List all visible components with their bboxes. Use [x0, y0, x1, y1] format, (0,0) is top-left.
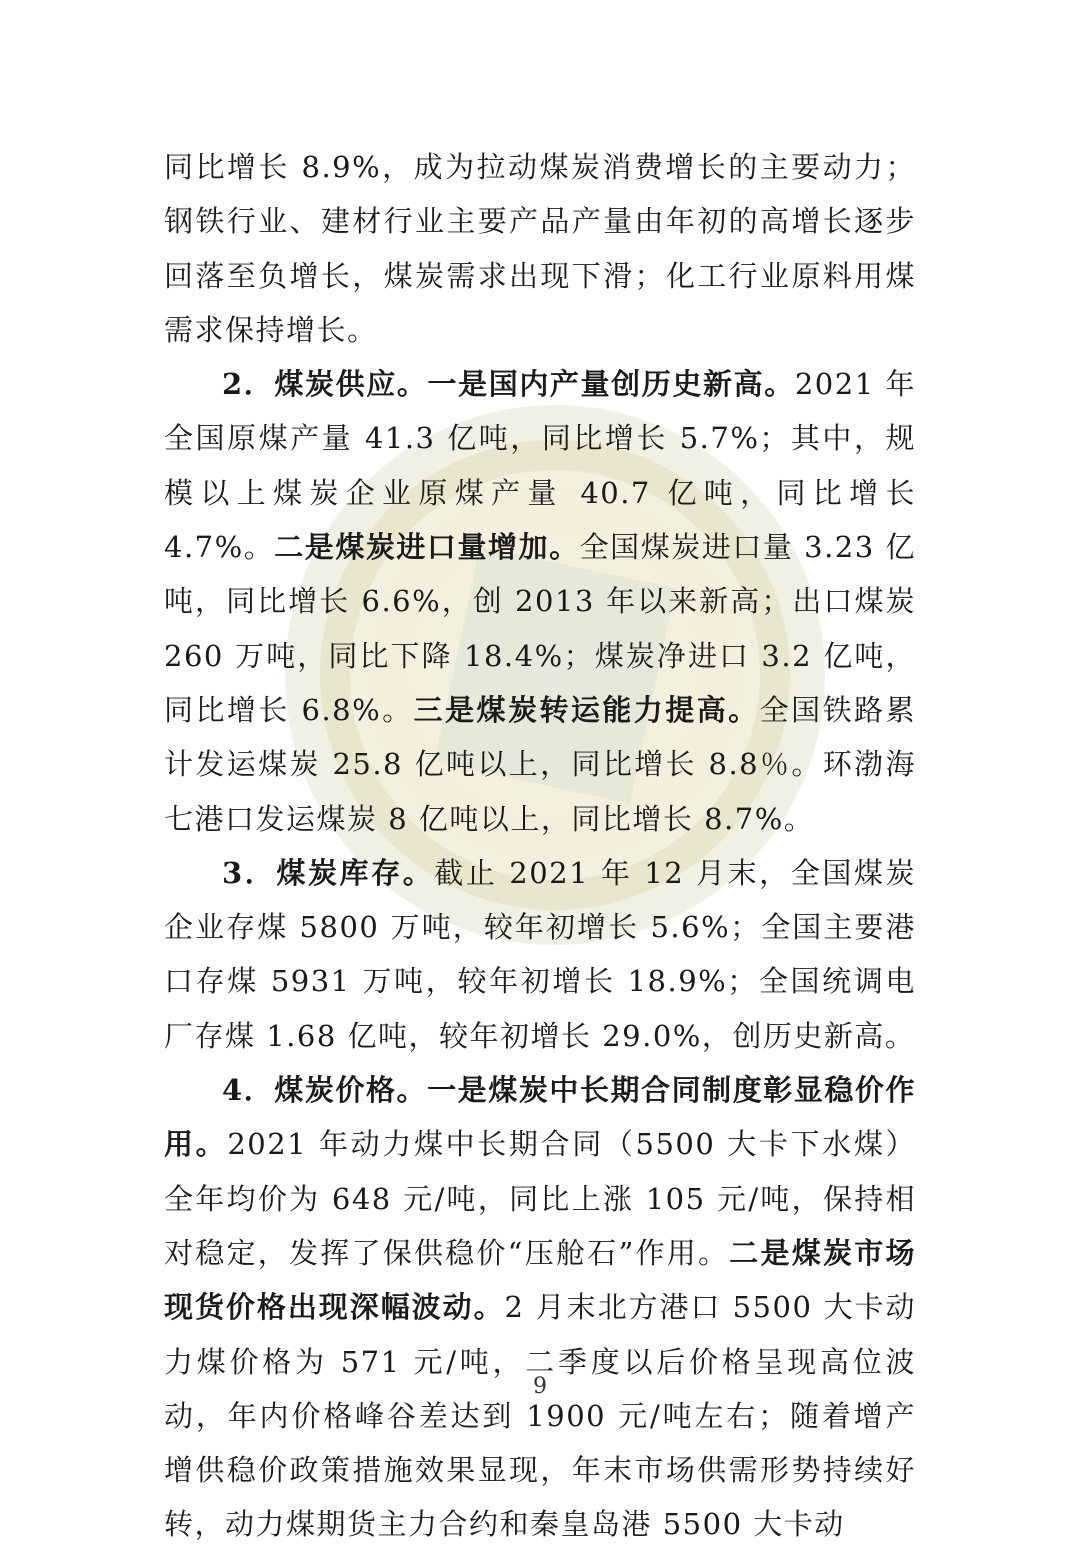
text-run: 全国铁路累计发运煤炭 25.8 亿吨以上，同比增长 8.8％。环渤海七港口发运煤炭 8 亿吨以上，同比增长 8.7%。: [164, 692, 916, 836]
section-heading-supply: 2．煤炭供应。一是国内产量创历史新高。: [222, 367, 795, 402]
paragraph-consumption: [164, 140, 916, 357]
section-heading-price: 4．煤炭价格。一是煤炭中长期合同制度彰显稳价作用。: [164, 1073, 916, 1162]
text-run: 2021 年全国原煤产量 41.3 亿吨，同比增长 5.7%；其中，规模以上煤炭企业原煤产量 40.7 亿吨，同比增长 4.7%。: [164, 367, 916, 565]
bold-point-imports: 二是煤炭进口量增加。: [274, 530, 580, 565]
text-run: 同比增长 8.9%，成为拉动煤炭消费增长的主要动力；钢铁行业、建材行业主要产品产量由年初的高增长逐步回落至负增长，煤炭需求出现下滑；化工行业原料用煤需求保持增长。: [164, 150, 916, 347]
bold-point-transport: 三是煤炭转运能力提高。: [413, 692, 760, 727]
document-body: [164, 140, 916, 1552]
text-run: 截止 2021 年 12 月末，全国煤炭企业存煤 5800 万吨，较年初增长 5.6%；全国主要港口存煤 5931 万吨，较年初增长 18.9%；全国统调电厂存煤 1.68 亿吨，较年初增长 29.0%，创历史新高。: [164, 855, 917, 1053]
page-number: 9: [533, 1374, 547, 1399]
paragraph-coal-price: [164, 1063, 916, 1552]
section-heading-inventory: 3．煤炭库存。: [222, 855, 435, 890]
text-run: 2 月末北方港口 5500 大卡动力煤价格为 571 元/吨，二季度以后价格呈现高位波动，年内价格峰谷差达到 1900 元/吨左右；随着增产增供稳价政策措施效果显现，年末市场供需形势持续好转，动力煤期货主力合约和秦皇岛港 5500 大卡动: [164, 1290, 916, 1542]
bold-point-spot-price: 二是煤炭市场现货价格出现深幅波动。: [164, 1235, 916, 1325]
paragraph-coal-inventory: [164, 846, 916, 1063]
paragraph-coal-supply: [164, 357, 916, 846]
text-run: 2021 年动力煤中长期合同（5500 大卡下水煤）全年均价为 648 元/吨，同比上涨 105 元/吨，保持相对稳定，发挥了保供稳价“压舱石”作用。: [164, 1127, 916, 1270]
text-run: 全国煤炭进口量 3.23 亿吨，同比增长 6.6%，创 2013 年以来新高；出口煤炭 260 万吨，同比下降 18.4%；煤炭净进口 3.2 亿吨，同比增长 6.8%。: [164, 530, 916, 727]
